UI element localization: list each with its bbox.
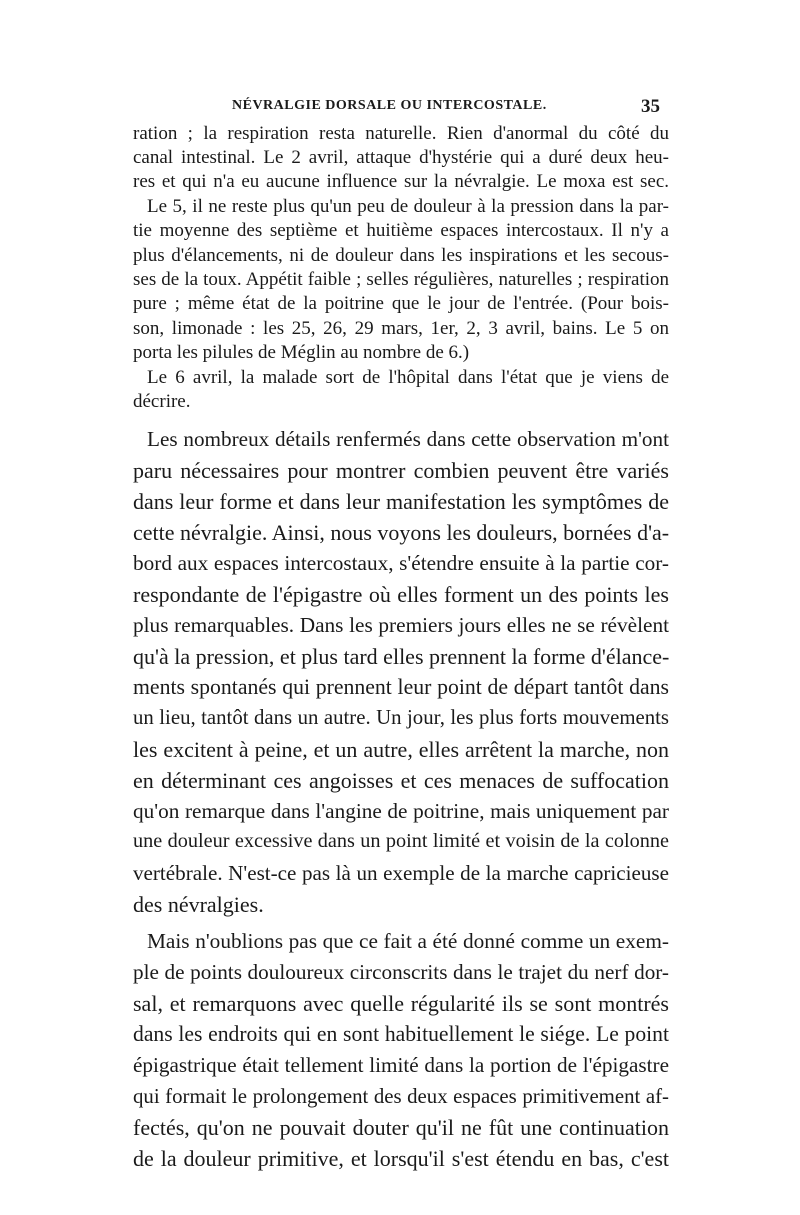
text-line: son, limonade : les 25, 26, 29 mars, 1er, 2, 3 avril, bains. Le 5 on xyxy=(133,318,669,339)
text-line: ple de points douloureux circonscrits dans le trajet du nerf dor- xyxy=(133,960,669,984)
text-line: bord aux espaces intercostaux, s'étendre ensuite à la partie cor- xyxy=(133,551,669,575)
running-head xyxy=(0,98,800,118)
text-line: plus d'élancements, ni de douleur dans les inspirations et les secous- xyxy=(133,245,669,266)
text-line: cette névralgie. Ainsi, nous voyons les douleurs, bornées d'a- xyxy=(133,520,670,545)
text-line: vertébrale. N'est-ce pas là un exemple de la marche capricieuse xyxy=(133,861,669,885)
text-line: plus remarquables. Dans les premiers jours elles ne se révèlent xyxy=(133,613,669,637)
text-line: ments spontanés qui prennent leur point de départ tantôt dans xyxy=(133,675,669,699)
text-line: ses de la toux. Appétit faible ; selles régulières, naturelles ; respiration xyxy=(133,269,669,290)
text-line: paru nécessaires pour montrer combien peuvent être variés xyxy=(133,458,669,483)
text-line: canal intestinal. Le 2 avril, attaque d'hystérie qui a duré deux heu- xyxy=(133,147,669,168)
text-line: de la douleur primitive, et lorsqu'il s'est étendu en bas, c'est xyxy=(133,1146,669,1171)
text-line: une douleur excessive dans un point limité et voisin de la colonne xyxy=(133,830,669,852)
text-line: dans les endroits qui en sont habituellement le siége. Le point xyxy=(133,1022,669,1046)
text-line: Les nombreux détails renfermés dans cette observation m'ont xyxy=(147,427,669,451)
text-line: pure ; même état de la poitrine que le jour de l'entrée. (Pour bois- xyxy=(133,293,669,314)
text-line: ration ; la respiration resta naturelle. Rien d'anormal du côté du xyxy=(133,123,669,144)
text-line: porta les pilules de Méglin au nombre de 6.) xyxy=(133,342,470,363)
text-line: tie moyenne des septième et huitième espaces intercostaux. Il n'y a xyxy=(133,220,669,241)
text-line: sal, et remarquons avec quelle régularité ils se sont montrés xyxy=(133,991,669,1016)
text-line: les excitent à peine, et un autre, elles arrêtent la marche, non xyxy=(133,737,669,762)
text-line: des névralgies. xyxy=(133,892,264,917)
text-line: Le 5, il ne reste plus qu'un peu de douleur à la pression dans la par- xyxy=(147,196,669,217)
text-line: Mais n'oublions pas que ce fait a été donné comme un exem- xyxy=(147,929,669,953)
text-line: qu'on remarque dans l'angine de poitrine, mais uniquement par xyxy=(133,799,669,823)
text-line: en déterminant ces angoisses et ces menaces de suffocation xyxy=(133,768,669,793)
text-line: épigastrique était tellement limité dans la portion de l'épigastre xyxy=(133,1053,669,1077)
text-line: dans leur forme et dans leur manifestation les symptômes de xyxy=(133,489,669,514)
text-line: Le 6 avril, la malade sort de l'hôpital dans l'état que je viens de xyxy=(147,367,669,388)
text-line: fectés, qu'on ne pouvait douter qu'il ne fût une continuation xyxy=(133,1115,669,1140)
text-line: res et qui n'a eu aucune influence sur la névralgie. Le moxa est sec. xyxy=(133,171,669,192)
text-line: qu'à la pression, et plus tard elles prennent la forme d'élance- xyxy=(133,644,670,669)
text-line: respondante de l'épigastre où elles forment un des points les xyxy=(133,582,669,607)
text-line: décrire. xyxy=(133,391,191,412)
page-number: 35 xyxy=(641,96,660,117)
text-line: qui formait le prolongement des deux espaces primitivement af- xyxy=(133,1084,669,1108)
running-title: NÉVRALGIE DORSALE OU INTERCOSTALE. xyxy=(232,98,547,113)
text-line: un lieu, tantôt dans un autre. Un jour, les plus forts mouvements xyxy=(133,706,669,729)
